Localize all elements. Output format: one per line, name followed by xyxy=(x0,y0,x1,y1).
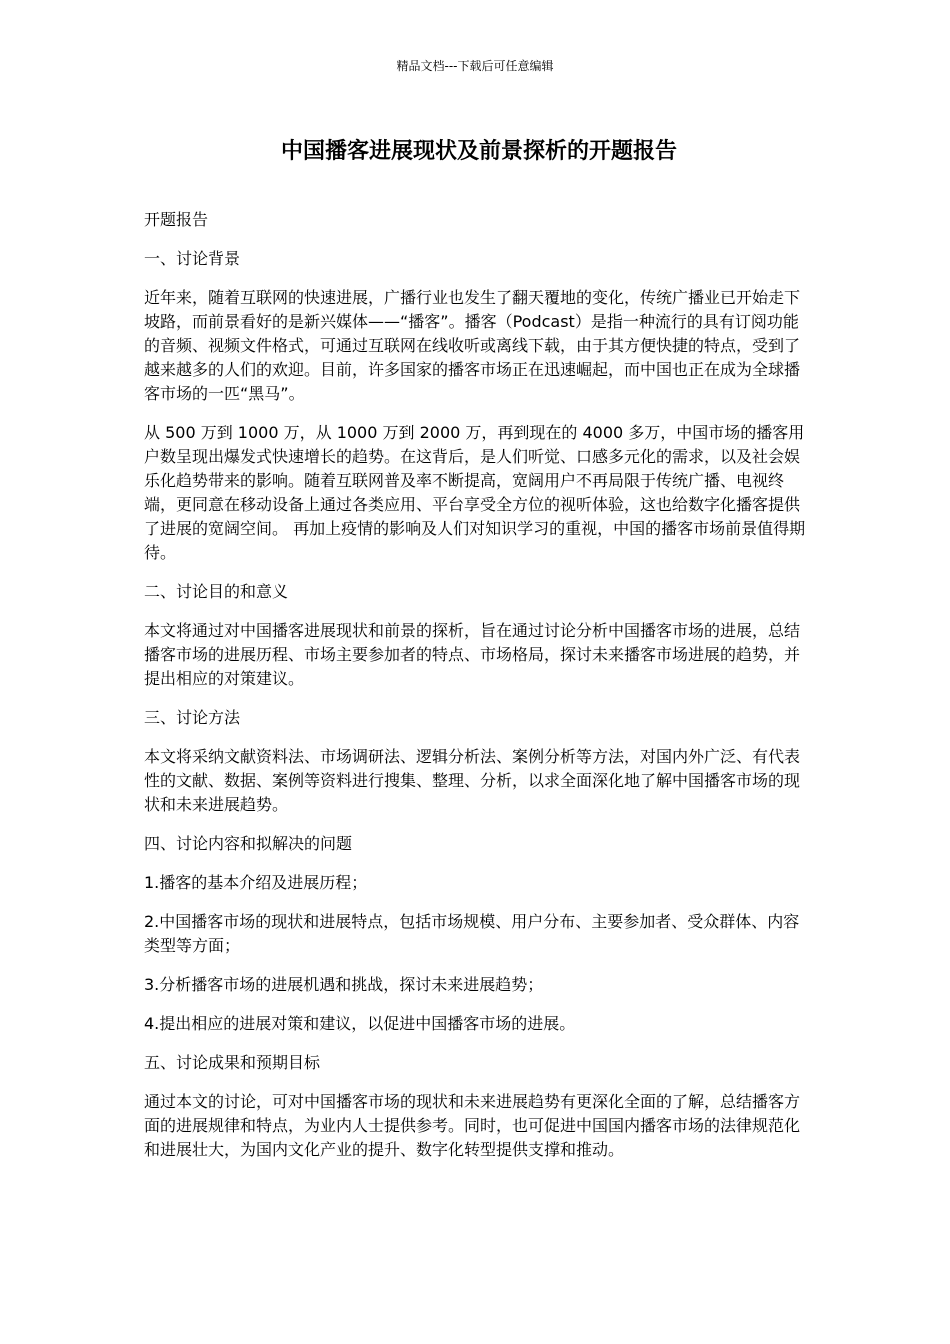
list-item-3: 3.分析播客市场的进展机遇和挑战，探讨未来进展趋势； xyxy=(144,975,544,994)
paragraph-background-2: 从 500 万到 1000 万，从 1000 万到 2000 万，再到现在的 4000 多万，中国市场的播客用户数呈现出爆发式快速增长的趋势。在这背后，是人们听觉、口感多元化的需求，以及社会娱乐化趋势带来的影响。随着互联网普及率不断提高，宽阔用户不再局限于传统广播、电视终端，更同意在移动设备上通过各类应用、平台享受全方位的视听体验，这也给数字化播客提供了进展的宽阔空间。 再加上疫情的影响及人们对知识学习的重视，中国的播客市场前景值得期待。 xyxy=(144,423,806,562)
paragraph-purpose: 本文将通过对中国播客进展现状和前景的探析，旨在通过讨论分析中国播客市场的进展，总结播客市场的进展历程、市场主要参加者的特点、市场格局，探讨未来播客市场进展的趋势，并提出相应的对策建议。 xyxy=(144,621,801,688)
section-heading-content: 四、讨论内容和拟解决的问题 xyxy=(144,834,353,853)
document-title: 中国播客进展现状及前景探析的开题报告 xyxy=(280,139,677,164)
paragraph-methods: 本文将采纳文献资料法、市场调研法、逻辑分析法、案例分析等方法，对国内外广泛、有代表性的文献、数据、案例等资料进行搜集、整理、分析，以求全面深化地了解中国播客市场的现状和未来进展趋势。 xyxy=(144,747,801,814)
document-body xyxy=(144,208,810,1177)
paragraph-report-label: 开题报告 xyxy=(144,210,209,229)
section-heading-purpose: 二、讨论目的和意义 xyxy=(144,582,289,601)
list-item-4: 4.提出相应的进展对策和建议，以促进中国播客市场的进展。 xyxy=(144,1014,576,1033)
section-heading-outcomes: 五、讨论成果和预期目标 xyxy=(144,1053,321,1072)
paragraph-background-1: 近年来，随着互联网的快速进展，广播行业也发生了翻天覆地的变化，传统广播业已开始走下坡路，而前景看好的是新兴媒体——“播客”。播客（Podcast）是指一种流行的具有订阅功能的音频、视频文件格式，可通过互联网在线收听或离线下载，由于其方便快捷的特点，受到了越来越多的人们的欢迎。目前，许多国家的播客市场正在迅速崛起，而中国也正在成为全球播客市场的一匹“黑马”。 xyxy=(144,288,801,403)
paragraph-outcomes: 通过本文的讨论，可对中国播客市场的现状和未来进展趋势有更深化全面的了解，总结播客方面的进展规律和特点，为业内人士提供参考。同时，也可促进中国国内播客市场的法律规范化和进展壮大，为国内文化产业的提升、数字化转型提供支撑和推动。 xyxy=(144,1092,801,1159)
header-note: 精品文档---下载后可任意编辑 xyxy=(396,59,554,73)
list-item-2: 2.中国播客市场的现状和进展特点，包括市场规模、用户分布、主要参加者、受众群体、内容类型等方面； xyxy=(144,912,800,955)
section-heading-methods: 三、讨论方法 xyxy=(144,708,241,727)
section-heading-background: 一、讨论背景 xyxy=(144,249,241,268)
list-item-1: 1.播客的基本介绍及进展历程； xyxy=(144,873,368,892)
